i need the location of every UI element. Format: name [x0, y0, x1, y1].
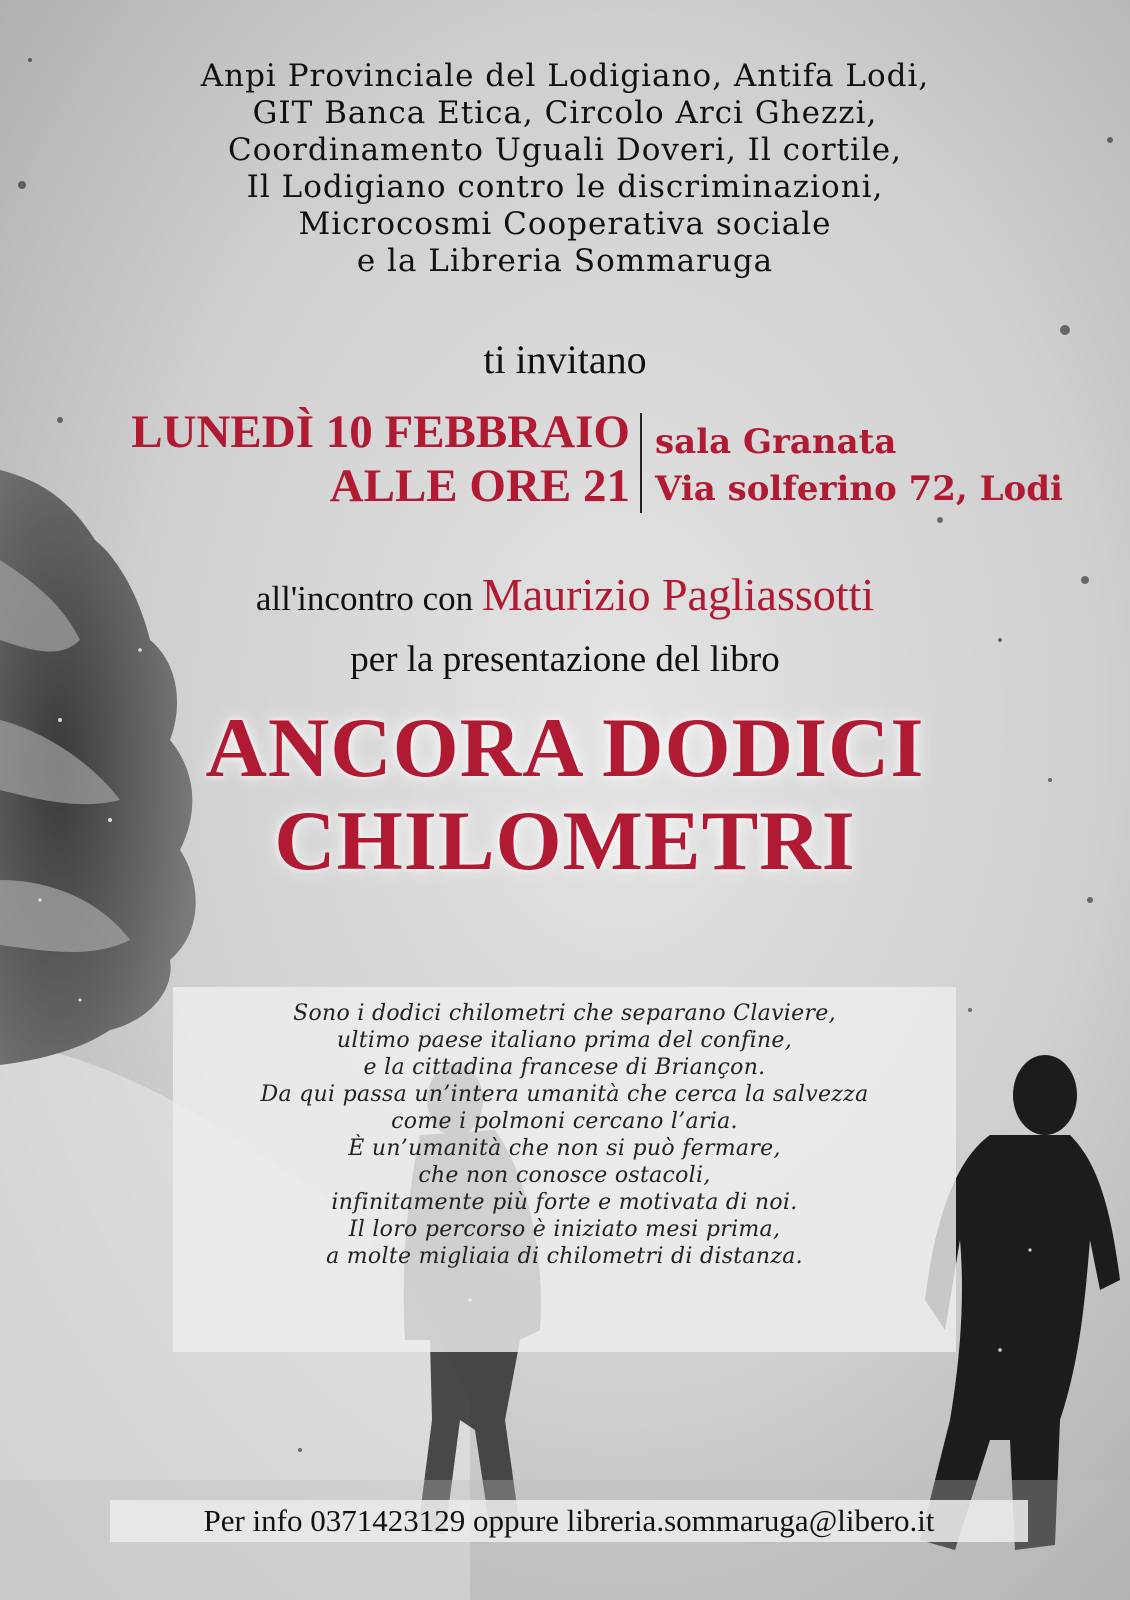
presentation-line: per la presentazione del libro [350, 639, 780, 680]
organizer-line: Coordinamento Uguali Doveri, Il cortile, [227, 132, 903, 168]
event-date: LUNEDÌ 10 FEBBRAIO [131, 406, 630, 458]
excerpt-line: e la cittadina francese di Briançon. [363, 1055, 766, 1080]
contact-info: Per info 0371423129 oppure libreria.sommaruga@libero.it [110, 1500, 1028, 1542]
author-name: Maurizio Pagliassotti [481, 569, 875, 620]
excerpt-line: che non conosce ostacoli, [418, 1163, 711, 1188]
event-address: Via solferino 72, Lodi [655, 469, 1063, 509]
organizer-line: Microcosmi Cooperativa sociale [298, 206, 832, 242]
vertical-divider [640, 413, 642, 513]
excerpt-line: Il loro percorso è iniziato mesi prima, [348, 1217, 781, 1242]
event-location [655, 419, 1063, 513]
excerpt-line: ultimo paese italiano prima del confine, [336, 1028, 793, 1053]
meeting-line [0, 568, 1130, 621]
organizer-line: Il Lodigiano contro le discriminazioni, [246, 169, 884, 205]
excerpt-line: Da qui passa un’intera umanità che cerca la salvezza [260, 1082, 869, 1107]
organizer-line: GIT Banca Etica, Circolo Arci Ghezzi, [252, 95, 878, 131]
excerpt-line: infinitamente più forte e motivata di noi. [331, 1190, 798, 1215]
book-title [0, 702, 1130, 888]
excerpt-line: come i polmoni cercano l’aria. [391, 1109, 738, 1134]
event-venue: sala Granata [655, 422, 897, 462]
meeting-prefix: all'incontro con [255, 579, 474, 618]
book-title-line1: ANCORA DODICI [205, 701, 925, 795]
book-title-line2: CHILOMETRI [274, 794, 856, 888]
event-time: ALLE ORE 21 [329, 460, 630, 512]
organizer-line: e la Libreria Sommaruga [356, 243, 774, 279]
excerpt-line: a molte migliaia di chilometri di distanza. [326, 1244, 803, 1269]
excerpt-line: Sono i dodici chilometri che separano Claviere, [293, 1001, 836, 1026]
book-excerpt [173, 987, 956, 1352]
invite-text: ti invitano [483, 337, 647, 382]
organizers-list [0, 58, 1130, 280]
organizer-line: Anpi Provinciale del Lodigiano, Antifa Lodi, [200, 58, 930, 94]
event-datetime [131, 405, 630, 513]
excerpt-line: È un’umanità che non si può fermare, [348, 1136, 781, 1161]
